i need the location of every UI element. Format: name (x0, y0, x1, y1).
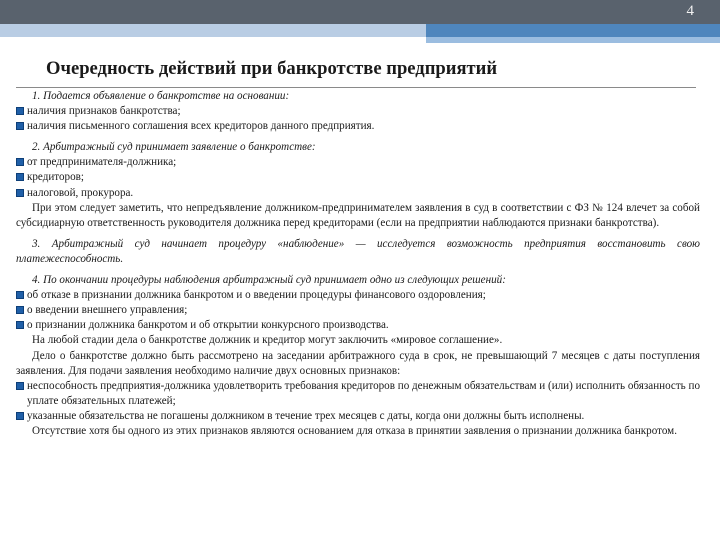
body-paragraph: Отсутствие хотя бы одного из этих признаков являются основанием для отказа в принятии заявления о признании должника банкротом. (32, 424, 677, 437)
checkbox-bullet-icon (16, 306, 24, 314)
slide-title: Очередность действий при банкротстве предприятий (46, 58, 498, 79)
bullet-item: наличия письменного соглашения всех кредиторов данного предприятия. (16, 119, 700, 134)
bullet-item: от предпринимателя-должника; (16, 155, 700, 170)
bullet-item: о признании должника банкротом и об открытии конкурсного производства. (16, 318, 700, 333)
checkbox-bullet-icon (16, 291, 24, 299)
bullet-item: о введении внешнего управления; (16, 303, 700, 318)
title-divider (16, 87, 696, 88)
checkbox-bullet-icon (16, 382, 24, 390)
slide-header-bar (0, 0, 720, 24)
header-stripe-left (0, 24, 426, 37)
bullet-item: указанные обязательства не погашены должником в течение трех месяцев с даты, когда они должны быть исполнены. (16, 409, 700, 424)
header-stripe-light (426, 37, 720, 43)
body-paragraph: Дело о банкротстве должно быть рассмотрено на заседании арбитражного суда в срок, не превышающий 7 месяцев с даты поступления заявления. Для подачи заявления необходимо наличие двух основных признаков: (16, 349, 700, 377)
checkbox-bullet-icon (16, 321, 24, 329)
bullet-item: кредиторов; (16, 170, 700, 185)
checkbox-bullet-icon (16, 173, 24, 181)
body-paragraph: При этом следует заметить, что непредъявление должником-предпринимателем заявления в суд в соответствии с ФЗ № 124 влечет за собой субсидиарную ответственность руководителя должника перед кредиторами (если на предприятии наблюдаются признаки банкротства). (16, 201, 700, 229)
bullet-item: налоговой, прокурора. (16, 186, 700, 201)
bullet-item: наличия признаков банкротства; (16, 104, 700, 119)
body-paragraph: На любой стадии дела о банкротстве должник и кредитор могут заключить «мировое соглашение». (32, 334, 503, 347)
checkbox-bullet-icon (16, 158, 24, 166)
section-heading-1: 1. Подается объявление о банкротстве на основании: (32, 90, 290, 102)
section-heading-4: 4. По окончании процедуры наблюдения арбитражный суд принимает одно из следующих решений: (32, 274, 506, 287)
header-stripe-accent (426, 24, 720, 37)
checkbox-bullet-icon (16, 189, 24, 197)
section-heading-3: 3. Арбитражный суд начинает процедуру «наблюдение» — исследуется возможность предприятия восстановить свою платежеспособность. (16, 237, 700, 265)
bullet-item: об отказе в признании должника банкротом и о введении процедуры финансового оздоровления; (16, 288, 700, 303)
page-number: 4 (686, 3, 694, 19)
section-heading-2: 2. Арбитражный суд принимает заявление о банкротстве: (32, 141, 316, 154)
bullet-item: неспособность предприятия-должника удовлетворить требования кредиторов по денежным обязательствам и (или) исполнить обязанность по уплате обязательных платежей; (16, 379, 700, 409)
checkbox-bullet-icon (16, 412, 24, 420)
checkbox-bullet-icon (16, 122, 24, 130)
checkbox-bullet-icon (16, 107, 24, 115)
slide-body (16, 89, 700, 439)
